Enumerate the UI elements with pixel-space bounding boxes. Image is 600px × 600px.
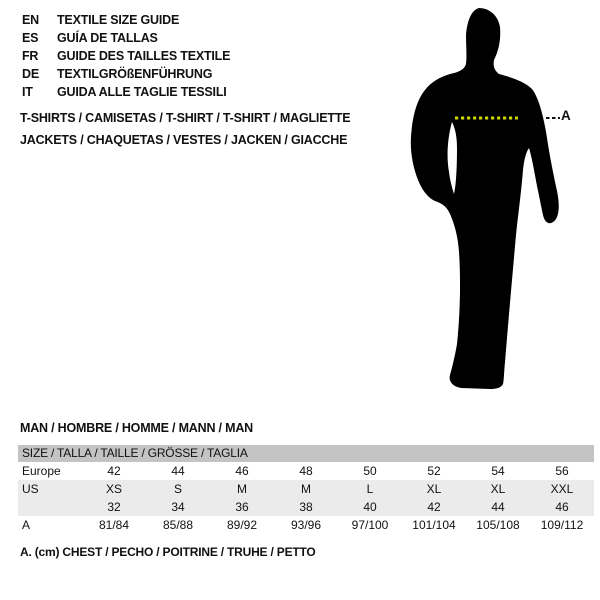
table-cell: 46 (235, 464, 249, 478)
male-silhouette-svg (398, 5, 583, 397)
table-cell: 101/104 (412, 518, 456, 532)
language-label: GUÍA DE TALLAS (57, 31, 158, 45)
table-cell: 81/84 (98, 518, 130, 532)
footnote: A. (cm) CHEST / PECHO / POITRINE / TRUHE / PETTO (20, 545, 316, 559)
table-cell: 32 (107, 500, 121, 514)
language-code: DE (22, 67, 39, 81)
language-code: EN (22, 13, 39, 27)
row-label (18, 498, 82, 516)
table-cell: 56 (555, 464, 569, 478)
measurement-label-a: A (561, 108, 571, 123)
table-cell: 42 (427, 500, 441, 514)
table-cell: 97/100 (351, 518, 389, 532)
table-cell: L (366, 482, 374, 496)
language-label: TEXTILGRÖßENFÜHRUNG (57, 67, 213, 81)
table-cell: 34 (171, 500, 185, 514)
table-cell: M (237, 482, 247, 496)
silhouette-body (411, 8, 559, 389)
language-label: TEXTILE SIZE GUIDE (57, 13, 180, 27)
table-row (18, 516, 594, 534)
table-cell: XS (105, 482, 122, 496)
table-cell: 54 (491, 464, 505, 478)
language-list (22, 11, 230, 101)
table-cell: 89/92 (226, 518, 258, 532)
table-cell: 93/96 (290, 518, 322, 532)
language-row-en (22, 11, 230, 29)
language-label: GUIDA ALLE TAGLIE TESSILI (57, 85, 227, 99)
language-label: GUIDE DES TAILLES TEXTILE (57, 49, 231, 63)
language-code: IT (22, 85, 33, 99)
category-list (20, 108, 350, 151)
table-cell: 44 (171, 464, 185, 478)
table-row (18, 498, 594, 516)
table-row (18, 480, 594, 498)
language-row-es (22, 29, 230, 47)
size-table-body (18, 462, 594, 534)
table-cell: XL (426, 482, 442, 496)
row-label: Europe (22, 464, 61, 478)
table-cell: 52 (427, 464, 441, 478)
male-silhouette-figure (398, 5, 583, 397)
language-row-it (22, 83, 230, 101)
table-cell: 105/108 (476, 518, 520, 532)
row-label: A (22, 518, 31, 532)
row-label: US (22, 482, 39, 496)
table-cell: S (173, 482, 182, 496)
language-row-de (22, 65, 230, 83)
size-table-header: SIZE / TALLA / TAILLE / GRÖSSE / TAGLIA (18, 445, 594, 462)
size-table (18, 445, 594, 534)
table-cell: XXL (550, 482, 574, 496)
table-row (18, 462, 594, 480)
table-cell: 44 (491, 500, 505, 514)
table-cell: 85/88 (162, 518, 194, 532)
table-cell: XL (490, 482, 506, 496)
table-cell: 38 (299, 500, 313, 514)
section-title: MAN / HOMBRE / HOMME / MANN / MAN (20, 421, 253, 435)
table-cell: 48 (299, 464, 313, 478)
language-row-fr (22, 47, 230, 65)
language-code: ES (22, 31, 39, 45)
language-code: FR (22, 49, 39, 63)
table-cell: 42 (107, 464, 121, 478)
table-cell: 36 (235, 500, 249, 514)
category-line: T-SHIRTS / CAMISETAS / T-SHIRT / T-SHIRT / MAGLIETTE (20, 111, 351, 125)
category-line: JACKETS / CHAQUETAS / VESTES / JACKEN / GIACCHE (20, 132, 348, 147)
table-cell: 109/112 (540, 518, 584, 532)
table-cell: 40 (363, 500, 377, 514)
table-cell: 46 (555, 500, 569, 514)
table-cell: 50 (363, 464, 377, 478)
table-cell: M (301, 482, 311, 496)
